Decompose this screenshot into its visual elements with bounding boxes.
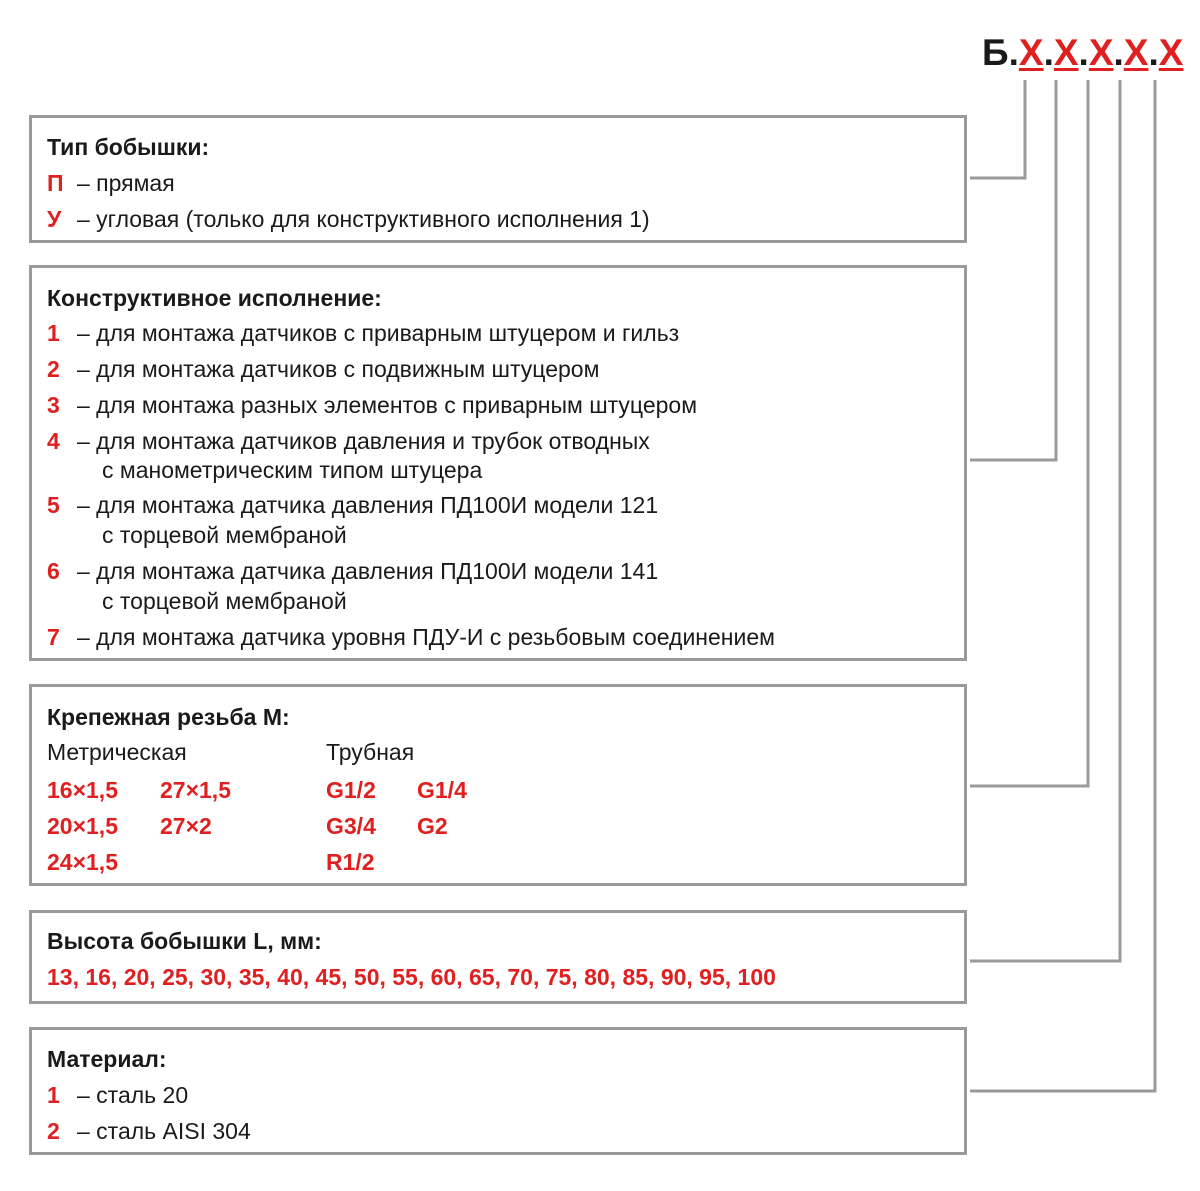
item-key: 2 (47, 1118, 60, 1144)
list-item (47, 356, 599, 383)
item-text: – для монтажа разных элементов с приварным штуцером (77, 392, 698, 418)
code-separator: . (1078, 32, 1089, 73)
list-item (47, 624, 775, 651)
code-separator: . (1148, 32, 1159, 73)
code-prefix: Б (982, 32, 1009, 73)
item-text: – для монтажа датчика уровня ПДУ-И с резьбовым соединением (77, 624, 775, 650)
item-key: 2 (47, 356, 60, 382)
thread-value: G1/4 (417, 777, 467, 803)
code-placeholder-1: Х (1018, 32, 1044, 73)
code-separator: . (1008, 32, 1019, 73)
item-text: – для монтажа датчиков давления и трубок отводных (77, 428, 650, 454)
code-placeholder-5: Х (1158, 32, 1184, 73)
height-values: 13, 16, 20, 25, 30, 35, 40, 45, 50, 55, 60, 65, 70, 75, 80, 85, 90, 95, 100 (47, 964, 776, 990)
item-text: – для монтажа датчика давления ПД100И модели 121 (77, 492, 659, 518)
box-boss-height (29, 910, 967, 1004)
metric-label: Метрическая (47, 739, 187, 765)
product-code (982, 30, 1183, 76)
thread-value: 27×2 (160, 813, 212, 839)
list-item (47, 206, 650, 233)
item-key: 7 (47, 624, 60, 650)
item-key: 3 (47, 392, 60, 418)
box-design-version (29, 265, 967, 661)
code-separator: . (1113, 32, 1124, 73)
thread-value: G1/2 (326, 777, 376, 803)
item-text: – сталь 20 (77, 1082, 189, 1108)
box-title: Материал: (47, 1046, 167, 1072)
code-separator: . (1043, 32, 1054, 73)
item-key: 1 (47, 1082, 60, 1108)
item-key: П (47, 170, 64, 196)
thread-value: 27×1,5 (160, 777, 231, 803)
code-placeholder-4: Х (1123, 32, 1149, 73)
connector-line-1 (970, 80, 1025, 178)
item-text: – угловая (только для конструктивного исполнения 1) (77, 206, 650, 232)
list-item (47, 1082, 188, 1109)
box-material (29, 1027, 967, 1155)
list-item (47, 392, 697, 419)
thread-value: 20×1,5 (47, 813, 118, 839)
box-title: Конструктивное исполнение: (47, 285, 382, 311)
box-title: Высота бобышки L, мм: (47, 928, 322, 954)
connector-line-5 (970, 80, 1155, 1091)
item-text: – для монтажа датчиков с приварным штуцером и гильз (77, 320, 680, 346)
code-placeholder-3: Х (1088, 32, 1114, 73)
item-text: – прямая (77, 170, 175, 196)
item-key: 5 (47, 492, 60, 518)
thread-value: 16×1,5 (47, 777, 118, 803)
list-item (47, 170, 175, 197)
connector-line-3 (970, 80, 1088, 786)
item-key: 4 (47, 428, 60, 454)
thread-value: 24×1,5 (47, 849, 118, 875)
thread-value: R1/2 (326, 849, 375, 875)
box-boss-type (29, 115, 967, 243)
item-text: – для монтажа датчиков с подвижным штуцером (77, 356, 600, 382)
list-item (47, 428, 650, 455)
item-text-continued: с торцевой мембраной (102, 522, 347, 548)
item-key: 1 (47, 320, 60, 346)
box-title: Тип бобышки: (47, 134, 210, 160)
item-text: – для монтажа датчика давления ПД100И модели 141 (77, 558, 659, 584)
code-placeholder-2: Х (1053, 32, 1079, 73)
list-item (47, 1118, 251, 1145)
item-key: У (47, 206, 62, 232)
item-text-continued: с торцевой мембраной (102, 588, 347, 614)
list-item (47, 558, 658, 585)
box-mounting-thread (29, 684, 967, 886)
item-text: – сталь AISI 304 (77, 1118, 251, 1144)
thread-value: G3/4 (326, 813, 376, 839)
box-title: Крепежная резьба М: (47, 704, 290, 730)
list-item (47, 320, 679, 347)
connector-line-2 (970, 80, 1056, 460)
item-key: 6 (47, 558, 60, 584)
pipe-label: Трубная (326, 739, 415, 765)
item-text-continued: с манометрическим типом штуцера (102, 457, 483, 483)
thread-value: G2 (417, 813, 448, 839)
connector-line-4 (970, 80, 1120, 961)
list-item (47, 492, 658, 519)
